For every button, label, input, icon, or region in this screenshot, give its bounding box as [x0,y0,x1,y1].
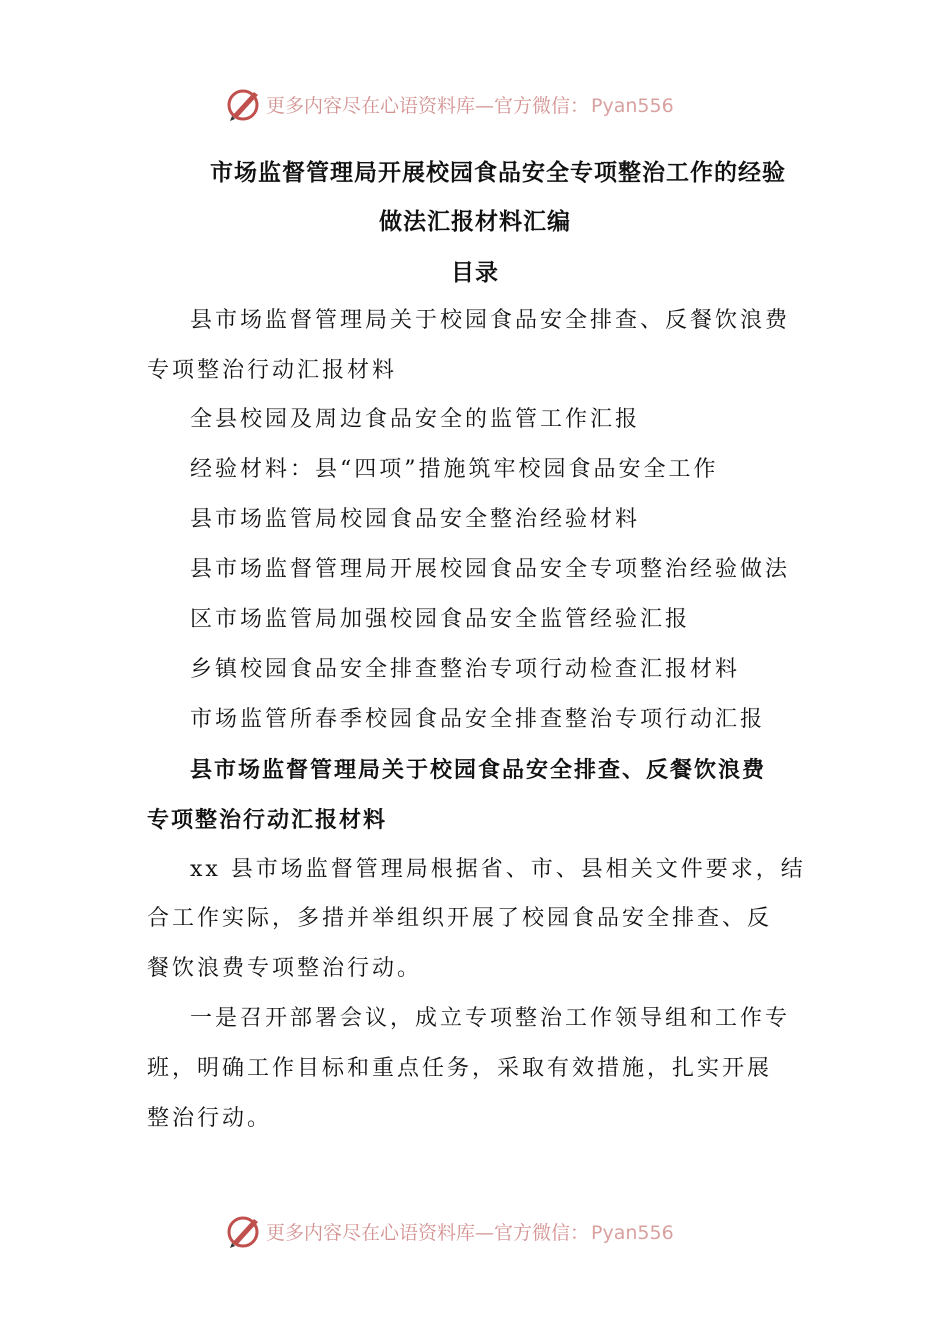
watermark-contact: Pyan556 [591,1221,674,1244]
paragraph-2-line3: 整治行动。 [147,1106,273,1131]
toc-item-6: 区市场监管局加强校园食品安全监管经验汇报 [190,607,691,632]
section-heading-line1: 县市场监督管理局关于校园食品安全排查、反餐饮浪费 [190,757,767,783]
pen-logo-icon [226,1213,262,1249]
header-watermark [0,84,950,124]
toc-item-7: 乡镇校园食品安全排查整治专项行动检查汇报材料 [190,657,741,682]
watermark-text: 更多内容尽在心语资料库—官方微信： Pyan556 [266,1221,674,1244]
toc-item-5: 县市场监督管理局开展校园食品安全专项整治经验做法 [190,557,791,582]
pen-logo-icon [226,86,262,122]
footer-watermark [0,1211,950,1251]
toc-item-4: 县市场监管局校园食品安全整治经验材料 [190,507,641,532]
toc-item-1-line2: 专项整治行动汇报材料 [147,358,398,383]
document-title-line1: 市场监督管理局开展校园食品安全专项整治工作的经验 [210,159,786,186]
paragraph-1-line1: xx 县市场监督管理局根据省、市、县相关文件要求，结 [190,857,806,882]
toc-item-2: 全县校园及周边食品安全的监管工作汇报 [190,407,641,432]
paragraph-2-line2: 班，明确工作目标和重点任务，采取有效措施，扎实开展 [147,1056,773,1081]
toc-item-1-line1: 县市场监督管理局关于校园食品安全排查、反餐饮浪费 [190,308,791,333]
paragraph-1-line2: 合工作实际，多措并举组织开展了校园食品安全排查、反 [147,906,773,931]
toc-item-3: 经验材料：县“四项”措施筑牢校园食品安全工作 [190,457,719,482]
toc-heading: 目录 [451,259,499,286]
paragraph-1-line3: 餐饮浪费专项整治行动。 [147,956,423,981]
watermark-contact: Pyan556 [591,94,674,117]
document-title-line2: 做法汇报材料汇编 [379,208,571,235]
toc-item-8: 市场监管所春季校园食品安全排查整治专项行动汇报 [190,707,766,732]
watermark-text: 更多内容尽在心语资料库—官方微信： Pyan556 [266,94,674,117]
section-heading-line2: 专项整治行动汇报材料 [147,807,388,833]
paragraph-2-line1: 一是召开部署会议，成立专项整治工作领导组和工作专 [190,1006,791,1031]
